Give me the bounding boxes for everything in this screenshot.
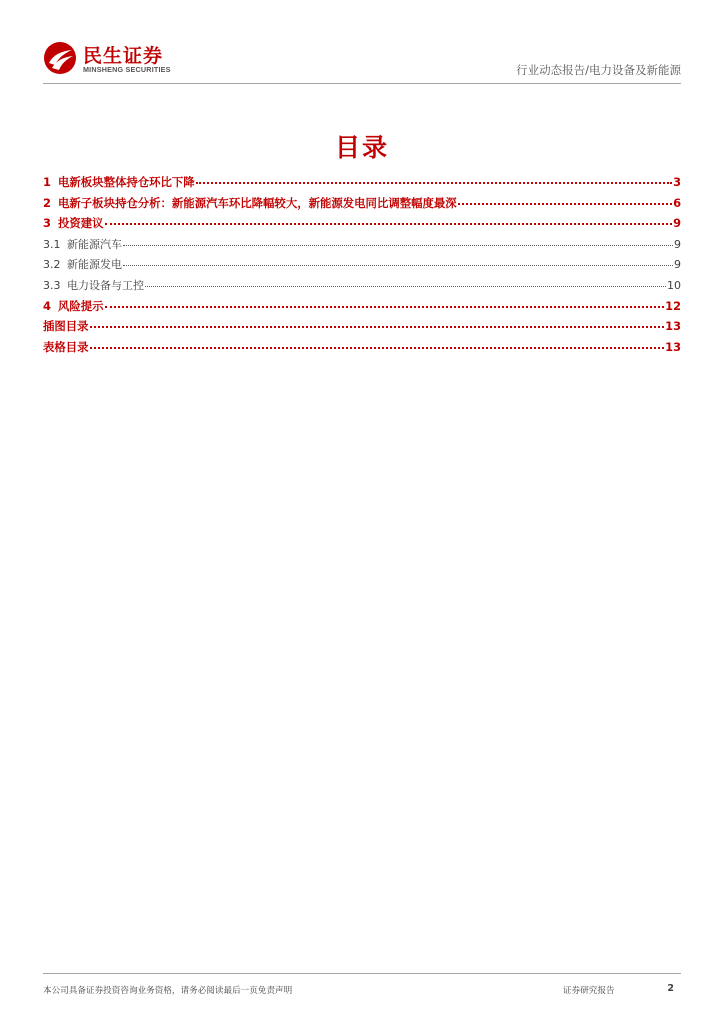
- header-divider: [43, 83, 681, 84]
- toc-leader: [145, 286, 666, 287]
- toc-leader: [123, 265, 673, 266]
- toc-leader: [90, 347, 665, 349]
- toc-text: 插图目录: [43, 319, 89, 334]
- toc-leader: [123, 245, 673, 246]
- toc-text: 电力设备与工控: [67, 278, 144, 292]
- toc-text: 表格目录: [43, 339, 89, 354]
- toc-text: 电新板块整体持仓环比下降: [58, 175, 195, 189]
- minsheng-logo-icon: [43, 41, 77, 75]
- toc-entry-3-1[interactable]: [43, 236, 681, 257]
- toc-text: 投资建议: [58, 216, 104, 231]
- toc-page: 13: [665, 339, 681, 354]
- company-logo: [43, 40, 183, 76]
- toc-leader: [105, 306, 665, 308]
- toc-number: 1: [43, 175, 51, 189]
- toc-text: 新能源汽车: [67, 237, 122, 251]
- page-title: 目录: [334, 133, 389, 162]
- toc-entry-2[interactable]: [43, 195, 681, 216]
- page-header: [43, 40, 681, 84]
- toc-page: 12: [665, 298, 681, 313]
- toc-number: 2: [43, 195, 51, 210]
- toc-leader: [458, 203, 672, 205]
- toc-entry-3-2[interactable]: [43, 256, 681, 277]
- toc-number: 3.1: [43, 237, 61, 251]
- toc-page: 3: [673, 175, 681, 189]
- toc-entry-4[interactable]: [43, 298, 681, 319]
- toc-text: 电新子板块持仓分析：新能源汽车环比降幅较大，新能源发电同比调整幅度最深: [58, 195, 457, 210]
- toc-page: 9: [673, 216, 681, 231]
- toc-entry-3[interactable]: [43, 215, 681, 236]
- toc-number: 4: [43, 298, 51, 313]
- toc-page: 9: [674, 258, 681, 272]
- footer-disclaimer: 本公司具备证券投资咨询业务资格，请务必阅读最后一页免责声明: [43, 986, 293, 996]
- report-type: 行业动态报告/电力设备及新能源: [516, 63, 681, 77]
- toc-leader: [90, 326, 665, 328]
- table-of-contents: [43, 174, 681, 359]
- toc-text: 新能源发电: [67, 258, 122, 272]
- toc-page: 9: [674, 237, 681, 251]
- toc-entry-3-3[interactable]: [43, 277, 681, 298]
- toc-entry-tables[interactable]: [43, 339, 681, 360]
- footer-divider: [43, 973, 681, 974]
- toc-number: 3: [43, 216, 51, 231]
- toc-entry-figures[interactable]: [43, 318, 681, 339]
- toc-number: 3.2: [43, 258, 61, 272]
- footer-doc-type: 证券研究报告: [563, 986, 615, 996]
- logo-english-name: MINSHENG SECURITIES: [83, 65, 171, 74]
- toc-leader: [196, 182, 672, 184]
- toc-entry-1[interactable]: [43, 174, 681, 195]
- logo-chinese-name: 民生证券: [83, 45, 164, 67]
- toc-text: 风险提示: [58, 298, 104, 313]
- toc-leader: [105, 223, 672, 225]
- toc-page: 6: [673, 195, 681, 210]
- toc-page: 13: [665, 319, 681, 334]
- toc-number: 3.3: [43, 278, 61, 292]
- toc-page: 10: [667, 278, 681, 292]
- page-number: 2: [667, 983, 674, 994]
